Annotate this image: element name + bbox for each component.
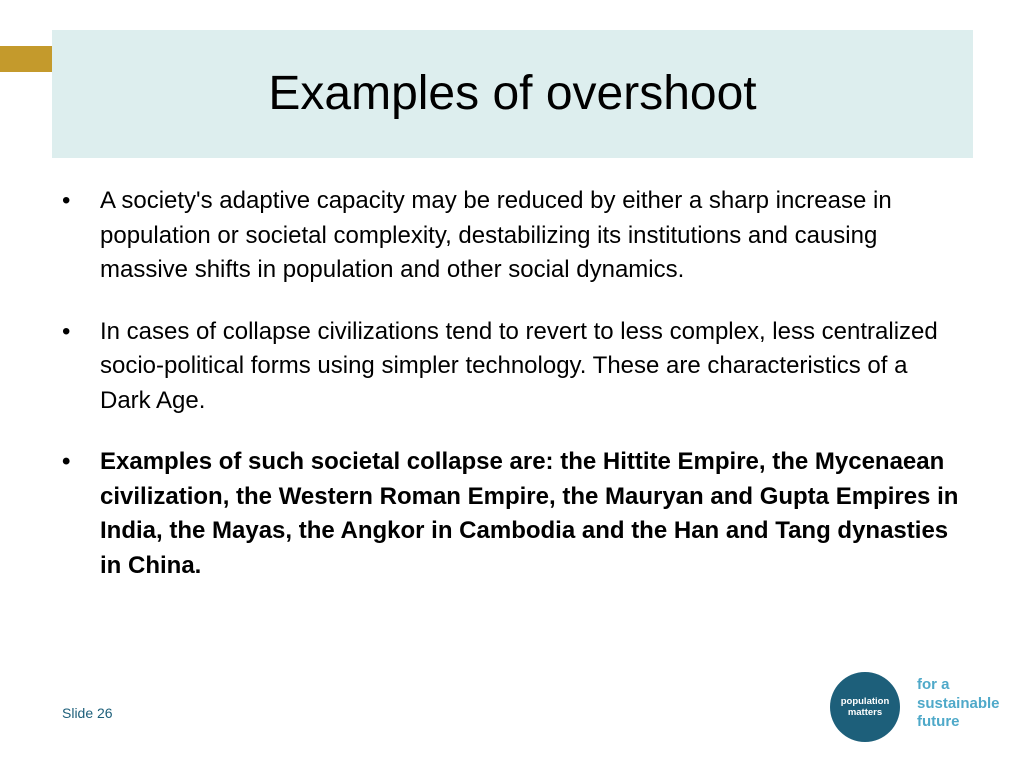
bullet-text: A society's adaptive capacity may be reduced by either a sharp increase in population or societal complexity, destabilizing its institutions and causing massive shifts in population and other social dynamics. — [100, 187, 892, 283]
bullet-text: Examples of such societal collapse are: the Hittite Empire, the Mycenaean civilization, the Western Roman Empire, the Mauryan and Gupta Empires in India, the Mayas, the Angkor in Cambodia and the Han and Tang dynasties in China. — [100, 448, 959, 579]
bullet-dot-icon: • — [62, 187, 71, 214]
logo-tagline — [917, 676, 1000, 732]
bullet-dot-icon: • — [62, 317, 71, 345]
bullet-item — [62, 184, 962, 288]
population-matters-logo — [830, 672, 900, 742]
logo-line2: matters — [847, 707, 883, 718]
tagline-line2: sustainable — [917, 694, 1000, 712]
tagline-line3: future — [917, 713, 960, 730]
bullet-text: In cases of collapse civilizations tend to revert to less complex, less centralized socio-political forms using simpler technology. These are characteristics of a Dark Age. — [100, 317, 938, 414]
logo-line1: population — [840, 696, 890, 707]
title-panel — [52, 30, 973, 158]
slide-number: Slide 26 — [62, 705, 113, 721]
bullet-item — [62, 445, 962, 583]
bullet-item — [62, 315, 962, 419]
slide-title: Examples of overshoot — [268, 67, 757, 120]
bullet-list — [62, 184, 962, 583]
accent-bar — [0, 46, 52, 72]
bullet-dot-icon: • — [62, 448, 71, 475]
tagline-line1: for a — [917, 676, 950, 693]
